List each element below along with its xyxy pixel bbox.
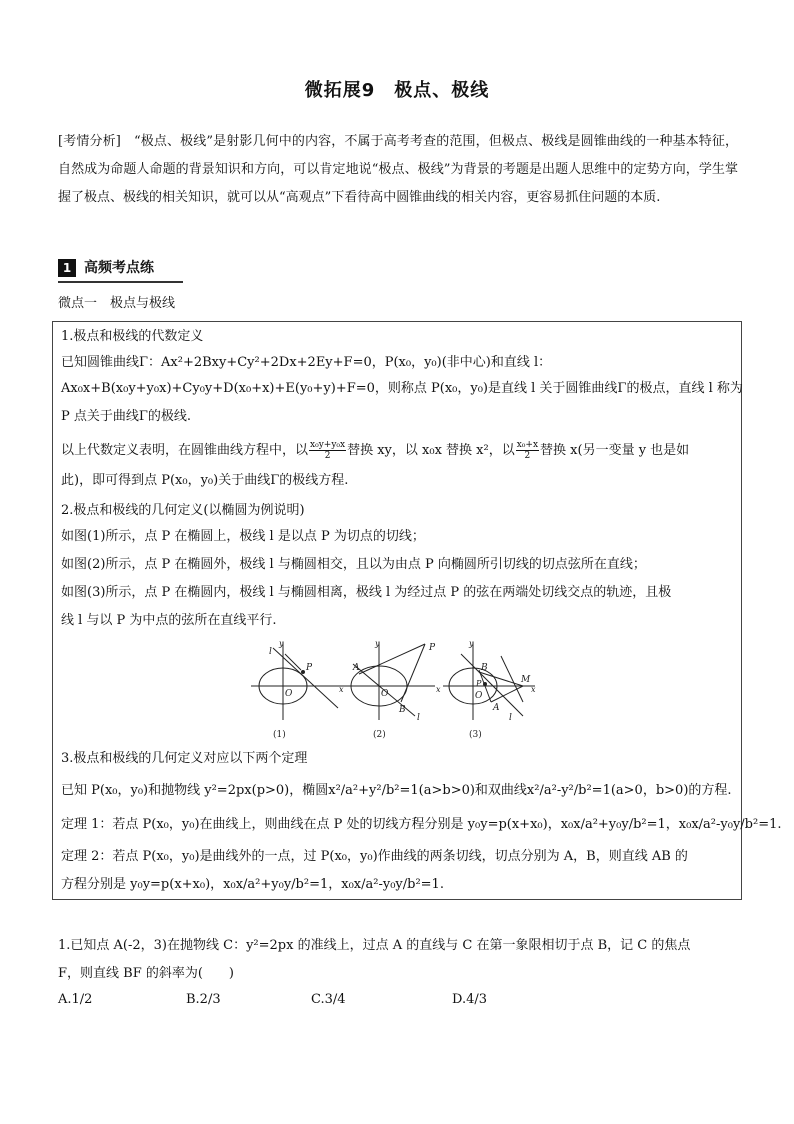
svg-text:l: l xyxy=(509,713,512,723)
svg-text:O: O xyxy=(285,689,293,699)
box-heading-2: 2.极点和极线的几何定义(以椭圆为例说明) xyxy=(61,503,305,518)
box-theorem-2a: 定理 2：若点 P(x₀，y₀)是曲线外的一点，过 P(x₀，y₀)作曲线的两条切线，切点分别为 A，B，则直线 AB 的 xyxy=(61,849,688,864)
svg-text:l: l xyxy=(417,713,420,723)
section-underline xyxy=(58,281,183,283)
page-title: 微拓展9 极点、极线 xyxy=(304,80,490,101)
svg-text:O: O xyxy=(475,691,483,701)
fraction-2 xyxy=(516,440,539,461)
section-heading xyxy=(58,257,188,279)
box-p1c: P 点关于曲线Γ的极线. xyxy=(61,409,192,424)
box-heading-3: 3.极点和极线的几何定义对应以下两个定理 xyxy=(61,751,308,766)
svg-text:x: x xyxy=(339,685,344,694)
fraction-2-denominator: 2 xyxy=(524,451,531,461)
question-1-line-2: F，则直线 BF 的斜率为( ) xyxy=(58,966,235,981)
box-p2b: 此)，即可得到点 P(x₀，y₀)关于曲线Γ的极线方程. xyxy=(61,473,349,488)
box-p1b: Ax₀x+B(x₀y+y₀x)+Cy₀y+D(x₀+x)+E(y₀+y)+F=0，则称点 P(x₀，y₀)是直线 l 关于圆锥曲线Γ的极点，直线 l 称为 xyxy=(61,381,743,396)
svg-text:y: y xyxy=(469,639,474,648)
svg-text:B: B xyxy=(481,663,488,673)
svg-text:O: O xyxy=(381,689,389,699)
svg-text:x: x xyxy=(531,685,536,694)
section-number-icon: 1 xyxy=(58,259,76,277)
box-g3a: 如图(3)所示，点 P 在椭圆内，极线 l 与椭圆相离，极线 l 为经过点 P 的弦在两端处切线交点的轨迹，且极 xyxy=(61,585,672,600)
caption-3: (3) xyxy=(469,730,482,740)
box-p2a-part3: 替换 x(另一变量 y 也是如 xyxy=(540,443,690,458)
svg-text:A: A xyxy=(353,663,360,673)
figure-1 xyxy=(251,639,344,740)
box-g3b: 线 l 与以 P 为中点的弦所在直线平行. xyxy=(61,613,277,628)
point-label: 微点一 极点与极线 xyxy=(58,296,176,311)
figure-3 xyxy=(443,639,536,740)
fraction-2-numerator: x₀+x xyxy=(516,440,539,450)
svg-text:P: P xyxy=(476,679,482,688)
box-p1a: 已知圆锥曲线Γ：Ax²+2Bxy+Cy²+2Dx+2Ey+F=0，P(x₀，y₀)(非中心)和直线 l： xyxy=(61,355,552,370)
fraction-1-denominator: 2 xyxy=(324,451,331,461)
box-p2a-part1: 以上代数定义表明，在圆锥曲线方程中，以 xyxy=(61,443,309,458)
intro-text: “极点、极线”是射影几何中的内容，不属于高考考查的范围，但极点、极线是圆锥曲线的一种基本特征，自然成为命题人命题的背景知识和方向，可以肯定地说“极点、极线”为背景的考题是出题人思维中的定势方向，学生掌握了极点、极线的相关知识，就可以从“高观点”下看待高中圆锥曲线的相关内容，更容易抓住问题的本质. xyxy=(58,134,738,205)
question-1-line-1: 1.已知点 A(-2，3)在抛物线 C：y²=2px 的准线上，过点 A 的直线与 C 在第一象限相切于点 B，记 C 的焦点 xyxy=(58,938,691,953)
intro-paragraph xyxy=(58,128,738,212)
fraction-1 xyxy=(309,440,346,461)
option-b[interactable]: B.2/3 xyxy=(186,992,221,1007)
svg-text:M: M xyxy=(521,675,531,685)
option-a[interactable]: A.1/2 xyxy=(58,992,93,1007)
box-heading-1: 1.极点和极线的代数定义 xyxy=(61,329,204,344)
definition-box xyxy=(52,321,782,900)
intro-tag: [考情分析] xyxy=(58,134,121,149)
svg-text:A: A xyxy=(493,703,500,713)
svg-text:y: y xyxy=(375,639,380,648)
box-theorem-2b: 方程分别是 y₀y=p(x+x₀)，x₀x/a²+y₀y/b²=1，x₀x/a²-y₀y/b²=1. xyxy=(61,877,444,892)
box-t0: 已知 P(x₀，y₀)和抛物线 y²=2px(p>0)，椭圆x²/a²+y²/b²=1(a>b>0)和双曲线x²/a²-y²/b²=1(a>0，b>0)的方程. xyxy=(61,783,732,798)
box-g2: 如图(2)所示，点 P 在椭圆外，极线 l 与椭圆相交，且以为由点 P 向椭圆所引切线的切点弦所在直线； xyxy=(61,557,646,572)
svg-text:l: l xyxy=(269,647,272,657)
option-c[interactable]: C.3/4 xyxy=(311,992,346,1007)
caption-2: (2) xyxy=(373,730,386,740)
svg-text:x: x xyxy=(436,685,441,694)
box-p2a-part2: 替换 xy，以 x₀x 替换 x²，以 xyxy=(347,443,515,458)
fraction-1-numerator: x₀y+y₀x xyxy=(310,440,346,450)
svg-text:P: P xyxy=(306,663,313,673)
box-p2a xyxy=(61,440,689,461)
figure-2 xyxy=(343,639,441,740)
caption-1: (1) xyxy=(273,730,286,740)
svg-text:y: y xyxy=(279,639,284,648)
svg-text:B: B xyxy=(399,705,406,715)
option-d[interactable]: D.4/3 xyxy=(452,992,488,1007)
box-theorem-1: 定理 1：若点 P(x₀，y₀)在曲线上，则曲线在点 P 处的切线方程分别是 y₀y=p(x+x₀)，x₀x/a²+y₀y/b²=1，x₀x/a²-y₀y/b²=1. xyxy=(61,817,782,832)
box-g1: 如图(1)所示，点 P 在椭圆上，极线 l 是以点 P 为切点的切线； xyxy=(61,529,425,544)
section-label: 高频考点练 xyxy=(84,260,154,276)
polar-figures xyxy=(243,640,543,740)
svg-text:P: P xyxy=(429,643,436,653)
